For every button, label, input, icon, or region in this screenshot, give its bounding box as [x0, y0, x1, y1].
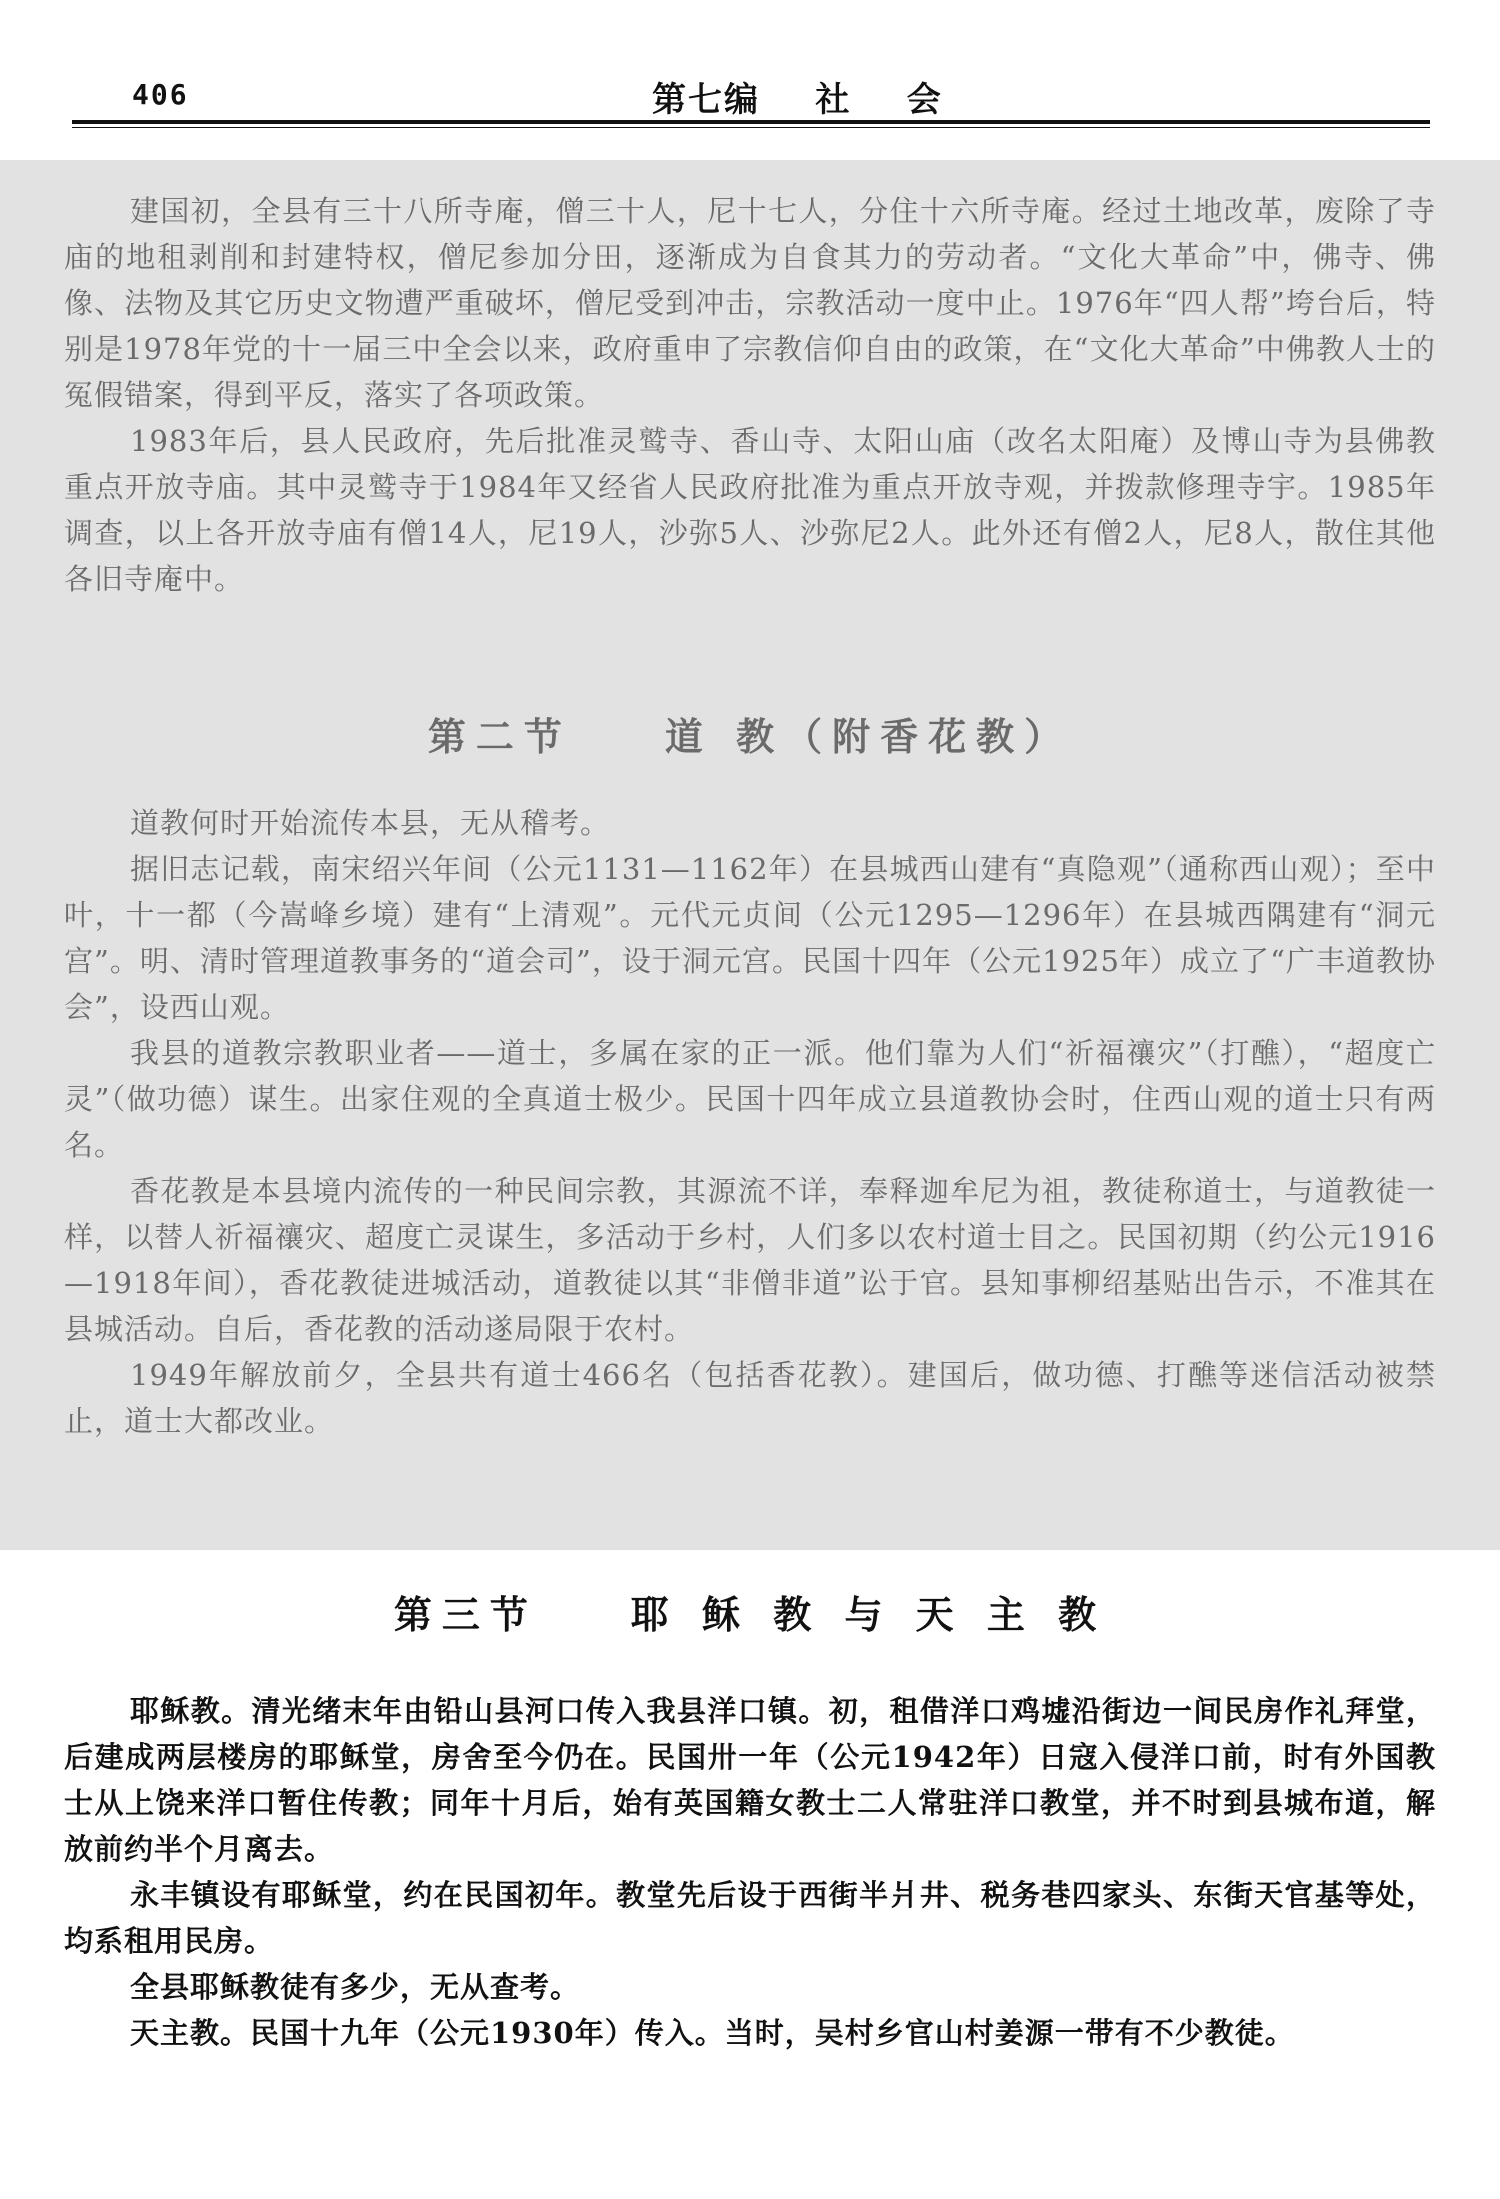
paragraph: 天主教。民国十九年（公元1930年）传入。当时，吴村乡官山村姜源一带有不少教徒。: [130, 2016, 1295, 2050]
paragraph: 1983年后，县人民政府，先后批准灵鹫寺、香山寺、太阳山庙（改名太阳庵）及博山寺为县佛教重点开放寺庙。其中灵鹫寺于1984年又经省人民政府批准为重点开放寺观，并拨款修理寺宇。1985年调查，以上各开放寺庙有僧14人，尼19人，沙弥5人、沙弥尼2人。此外还有僧2人，尼8人，散住其他各旧寺庵中。: [64, 424, 1436, 596]
paragraph: 据旧志记载，南宋绍兴年间（公元1131—1162年）在县城西山建有“真隐观”（通称西山观）；至中叶，十一都（今嵩峰乡境）建有“上清观”。元代元贞间（公元1295—1296年）在县城西隅建有“洞元宫”。明、清时管理道教事务的“道会司”，设于洞元宫。民国十四年（公元1925年）成立了“广丰道教协会”，设西山观。: [64, 852, 1436, 1024]
taoism-text: [64, 800, 1436, 1444]
section-heading-christianity: 第三节 耶 稣 教 与 天 主 教: [393, 1592, 1107, 1637]
paragraph: 1949年解放前夕，全县共有道士466名（包括香花教）。建国后，做功德、打醮等迷信活动被禁止，道士大都改业。: [64, 1358, 1436, 1438]
paragraph: 建国初，全县有三十八所寺庵，僧三十人，尼十七人，分住十六所寺庵。经过土地改革，废除了寺庙的地租剥削和封建特权，僧尼参加分田，逐渐成为自食其力的劳动者。“文化大革命”中，佛寺、佛像、法物及其它历史文物遭严重破坏，僧尼受到冲击，宗教活动一度中止。1976年“四人帮”垮台后，特别是1978年党的十一届三中全会以来，政府重申了宗教信仰自由的政策，在“文化大革命”中佛教人士的冤假错案，得到平反，落实了各项政策。: [64, 194, 1436, 412]
section-heading-christianity-wrap: [0, 1584, 1500, 1639]
paragraph: 永丰镇设有耶稣堂，约在民国初年。教堂先后设于西街半爿井、税务巷四家头、东街天官基等处，均系租用民房。: [64, 1878, 1436, 1958]
paragraph: 全县耶稣教徒有多少，无从查考。: [130, 1970, 581, 2004]
section-heading-taoism-wrap: [0, 706, 1500, 761]
paragraph: 我县的道教宗教职业者——道士，多属在家的正一派。他们靠为人们“祈福禳灾”（打醮），“超度亡灵”（做功德）谋生。出家住观的全真道士极少。民国十四年成立县道教协会时，住西山观的道士只有两名。: [64, 1036, 1436, 1162]
section-heading-taoism: 第二节 道 教（附香花教）: [427, 714, 1073, 759]
page-number: 406: [132, 78, 189, 111]
buddhism-text: [64, 188, 1436, 602]
page-header: [0, 0, 1500, 160]
christianity-text: [64, 1688, 1436, 2056]
header-rule: [72, 120, 1430, 128]
paragraph: 耶稣教。清光绪末年由铅山县河口传入我县洋口镇。初，租借洋口鸡墟沿街边一间民房作礼拜堂，后建成两层楼房的耶稣堂，房舍至今仍在。民国卅一年（公元1942年）日寇入侵洋口前，时有外国教士从上饶来洋口暂住传教；同年十月后，始有英国籍女教士二人常驻洋口教堂，并不时到县城布道，解放前约半个月离去。: [64, 1694, 1436, 1866]
running-title: 第七编 社 会: [652, 80, 943, 120]
paragraph: 香花教是本县境内流传的一种民间宗教，其源流不详，奉释迦牟尼为祖，教徒称道士，与道教徒一样，以替人祈福禳灾、超度亡灵谋生，多活动于乡村，人们多以农村道士目之。民国初期（约公元1916—1918年间），香花教徒进城活动，道教徒以其“非僧非道”讼于官。县知事柳绍基贴出告示，不准其在县城活动。自后，香花教的活动遂局限于农村。: [64, 1174, 1436, 1346]
paragraph: 道教何时开始流传本县，无从稽考。: [130, 806, 611, 840]
